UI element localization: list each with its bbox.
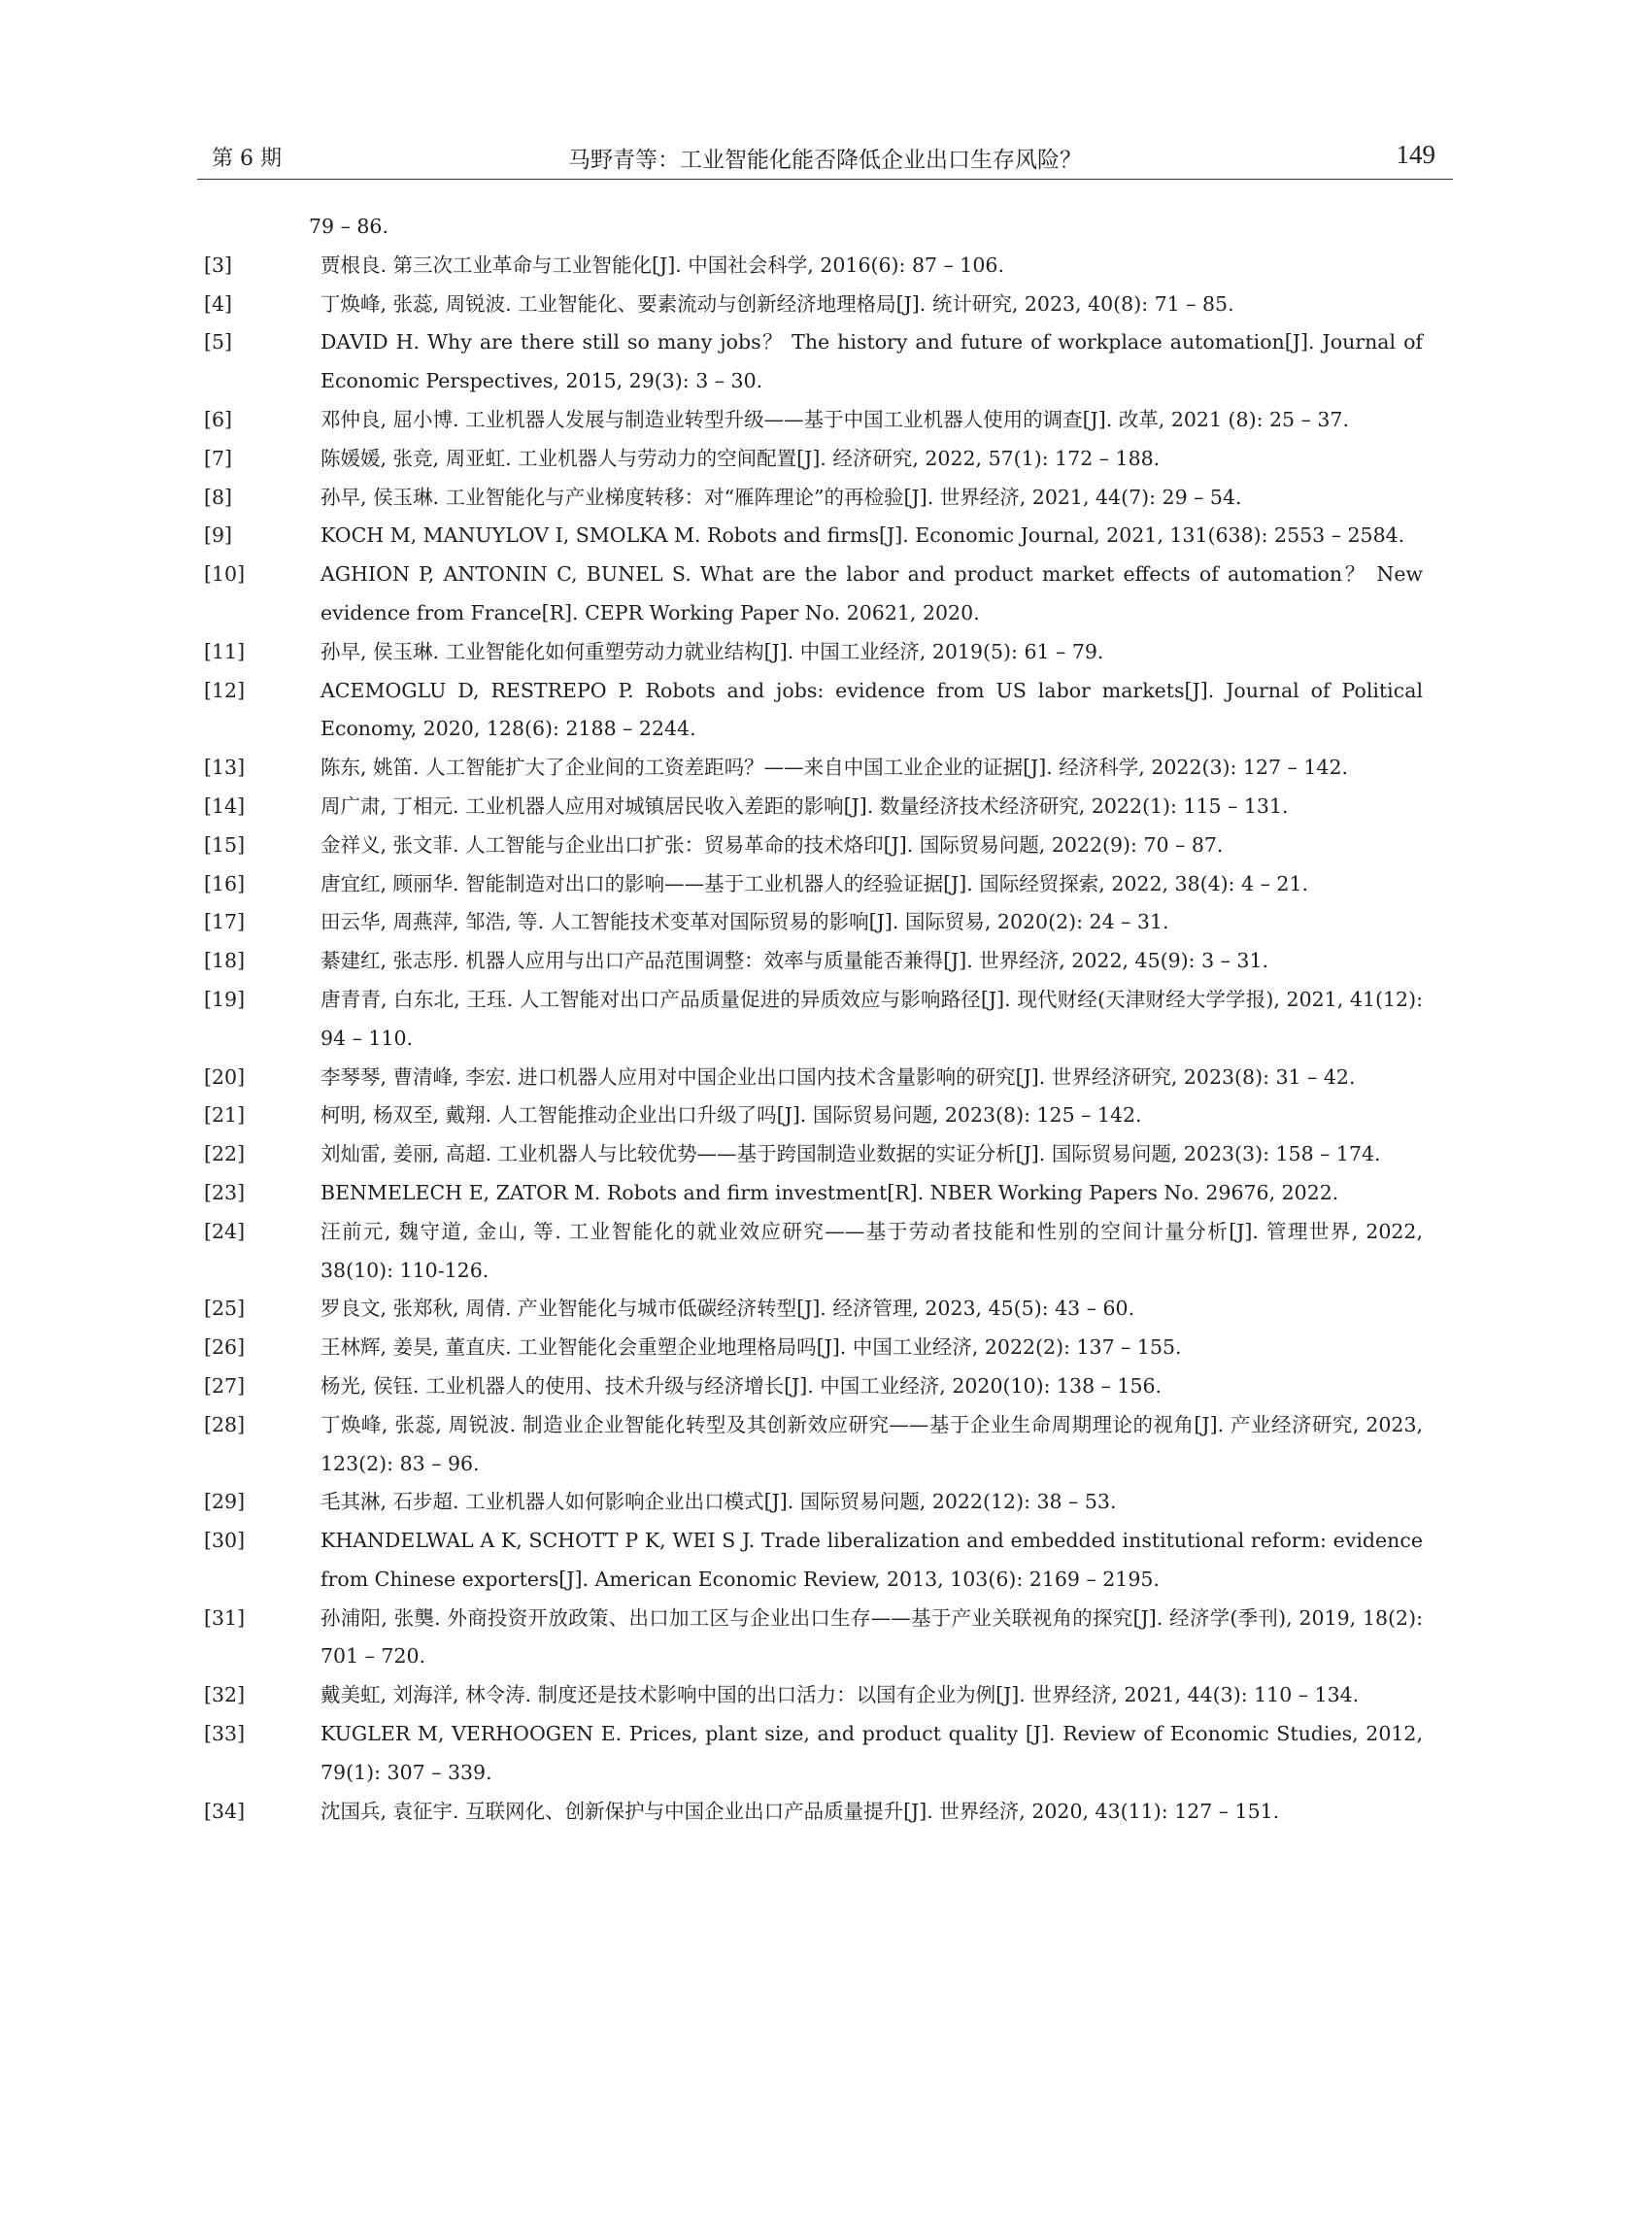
reference-text: ACEMOGLU D, RESTREPO P. Robots and jobs: evidence from US labor markets[J]. Journal of Political Economy, 2020, 128(6): 2188 – 2244. [320,678,1423,741]
reference-text: 王林辉, 姜昊, 董直庆. 工业智能化会重塑企业地理格局吗[J]. 中国工业经济, 2022(2): 137 – 155. [320,1335,1182,1360]
reference-text: 丁焕峰, 张蕊, 周锐波. 制造业企业智能化转型及其创新效应研究——基于企业生命周期理论的视角[J]. 产业经济研究, 2023, 123(2): 83 – 96. [320,1412,1423,1475]
reference-number: [31] [204,1605,246,1630]
reference-text: 孙早, 侯玉琳. 工业智能化与产业梯度转移：对“雁阵理论”的再检验[J]. 世界经济, 2021, 44(7): 29 – 54. [320,485,1242,509]
reference-number: [5] [204,330,233,354]
reference-item [204,1096,1423,1135]
issue-label: 第 6 期 [212,147,282,171]
reference-number: [29] [204,1490,246,1514]
reference-number: [26] [204,1335,246,1360]
reference-text: KOCH M, MANUYLOV I, SMOLKA M. Robots and firms[J]. Economic Journal, 2021, 131(638): 2553 – 2584. [320,523,1405,548]
reference-item [204,1174,1423,1213]
reference-text: 杨光, 侯钰. 工业机器人的使用、技术升级与经济增长[J]. 中国工业经济, 2020(10): 138 – 156. [320,1373,1163,1398]
reference-text: 毛其淋, 石步超. 工业机器人如何影响企业出口模式[J]. 国际贸易问题, 2022(12): 38 – 53. [320,1490,1117,1514]
reference-number: [24] [204,1219,246,1243]
reference-number: [18] [204,949,246,973]
reference-list [204,208,1423,1831]
reference-text: 孙早, 侯玉琳. 工业智能化如何重塑劳动力就业结构[J]. 中国工业经济, 2019(5): 61 – 79. [320,639,1104,663]
reference-number: [32] [204,1683,246,1707]
reference-item [204,903,1423,942]
reference-text: 戴美虹, 刘海洋, 林令涛. 制度还是技术影响中国的出口活力：以国有企业为例[J]. 世界经济, 2021, 44(3): 110 – 134. [320,1683,1360,1707]
reference-item [204,942,1423,981]
header-rule [197,179,1453,180]
reference-item [204,247,1423,286]
reference-item [204,826,1423,865]
reference-item [204,440,1423,479]
running-title: 马野青等：工业智能化能否降低企业出口生存风险？ [568,148,1082,173]
reference-number: [20] [204,1064,246,1089]
reference-text: 罗良文, 张郑秋, 周倩. 产业智能化与城市低碳经济转型[J]. 经济管理, 2023, 45(5): 43 – 60. [320,1297,1135,1321]
reference-item [204,749,1423,788]
reference-item [204,1522,1423,1600]
reference-text: 刘灿雷, 姜丽, 高超. 工业机器人与比较优势——基于跨国制造业数据的实证分析[J]. 国际贸易问题, 2023(3): 158 – 174. [320,1142,1381,1166]
running-header [197,142,1453,175]
reference-number: [23] [204,1180,246,1204]
page-number: 149 [1396,140,1435,169]
reference-text: 汪前元, 魏守道, 金山, 等. 工业智能化的就业效应研究——基于劳动者技能和性别的空间计量分析[J]. 管理世界, 2022, 38(10): 110-126. [320,1219,1423,1282]
reference-text: 田云华, 周燕萍, 邹浩, 等. 人工智能技术变革对国际贸易的影响[J]. 国际贸易, 2020(2): 24 – 31. [320,910,1169,934]
reference-item [204,1406,1423,1484]
reference-number: [7] [204,446,233,470]
reference-number: [9] [204,523,233,548]
reference-text: KUGLER M, VERHOOGEN E. Prices, plant size, and product quality [J]. Review of Economic Studies, 2012, 79(1): 307 – 339. [320,1722,1423,1784]
reference-number: [13] [204,756,246,780]
reference-text: 周广肃, 丁相元. 工业机器人应用对城镇居民收入差距的影响[J]. 数量经济技术经济研究, 2022(1): 115 – 131. [320,793,1289,818]
reference-item [204,1600,1423,1677]
reference-number: [3] [204,253,233,277]
reference-item [204,1676,1423,1715]
reference-number: [33] [204,1722,246,1746]
reference-number: [4] [204,291,233,316]
reference-item [204,1135,1423,1174]
reference-item [204,1290,1423,1329]
reference-item [204,981,1423,1059]
reference-text: DAVID H. Why are there still so many jobs？ The history and future of workplace automation[J]. Journal of Economic Perspectives, 2015, 29(3): 3 – 30. [320,330,1423,393]
reference-item [204,1329,1423,1367]
reference-text: 陈东, 姚笛. 人工智能扩大了企业间的工资差距吗？——来自中国工业企业的证据[J]. 经济科学, 2022(3): 127 – 142. [320,756,1349,780]
reference-text: 柯明, 杨双至, 戴翔. 人工智能推动企业出口升级了吗[J]. 国际贸易问题, 2023(8): 125 – 142. [320,1103,1142,1128]
reference-text: KHANDELWAL A K, SCHOTT P K, WEI S J. Trade liberalization and embedded institutional reform: evidence from Chinese exporters[J]. American Economic Review, 2013, 103(6): 2169 – 2195. [320,1529,1423,1591]
reference-item [204,401,1423,440]
reference-number: [14] [204,793,246,818]
reference-number: [15] [204,832,246,857]
reference-text: 唐青青, 白东北, 王珏. 人工智能对出口产品质量促进的异质效应与影响路径[J]. 现代财经(天津财经大学学报), 2021, 41(12): 94 – 110. [320,987,1423,1050]
reference-item [204,788,1423,826]
reference-number: [27] [204,1373,246,1398]
reference-item [204,633,1423,672]
reference-item [204,1715,1423,1793]
reference-item [204,1213,1423,1291]
reference-continuation: 79 – 86. [309,215,388,238]
reference-text: 李琴琴, 曹清峰, 李宏. 进口机器人应用对中国企业出口国内技术含量影响的研究[J]. 世界经济研究, 2023(8): 31 – 42. [320,1064,1356,1089]
reference-number: [25] [204,1297,246,1321]
reference-number: [17] [204,910,246,934]
reference-number: [21] [204,1103,246,1128]
reference-item [204,479,1423,518]
reference-item [204,556,1423,633]
reference-item [204,1059,1423,1097]
reference-text: 金祥义, 张文菲. 人工智能与企业出口扩张：贸易革命的技术烙印[J]. 国际贸易问题, 2022(9): 70 – 87. [320,832,1224,857]
reference-number: [6] [204,407,233,431]
reference-number: [11] [204,639,246,663]
reference-item [204,323,1423,401]
reference-number: [19] [204,987,246,1011]
reference-item [204,286,1423,324]
reference-item [204,1367,1423,1406]
reference-number: [30] [204,1529,246,1553]
reference-text: BENMELECH E, ZATOR M. Robots and firm investment[R]. NBER Working Papers No. 29676, 2022. [320,1180,1339,1204]
reference-text: 唐宜红, 顾丽华. 智能制造对出口的影响——基于工业机器人的经验证据[J]. 国际经贸探索, 2022, 38(4): 4 – 21. [320,871,1309,895]
reference-number: [16] [204,871,246,895]
reference-item [204,1793,1423,1832]
reference-number: [12] [204,678,246,702]
reference-number: [22] [204,1142,246,1166]
reference-text: 丁焕峰, 张蕊, 周锐波. 工业智能化、要素流动与创新经济地理格局[J]. 统计研究, 2023, 40(8): 71 – 85. [320,291,1234,316]
reference-item [204,865,1423,904]
reference-item [204,1483,1423,1522]
reference-item [204,672,1423,750]
reference-text: 綦建红, 张志彤. 机器人应用与出口产品范围调整：效率与质量能否兼得[J]. 世界经济, 2022, 45(9): 3 – 31. [320,949,1269,973]
reference-text: 陈媛媛, 张竞, 周亚虹. 工业机器人与劳动力的空间配置[J]. 经济研究, 2022, 57(1): 172 – 188. [320,446,1161,470]
reference-number: [34] [204,1799,246,1823]
reference-number: [8] [204,485,233,509]
reference-text: 沈国兵, 袁征宇. 互联网化、创新保护与中国企业出口产品质量提升[J]. 世界经济, 2020, 43(11): 127 – 151. [320,1799,1280,1823]
reference-number: [28] [204,1412,246,1436]
reference-number: [10] [204,562,246,587]
reference-text: AGHION P, ANTONIN C, BUNEL S. What are the labor and product market effects of automation？ New evidence from France[R]. CEPR Working Paper No. 20621, 2020. [320,562,1423,624]
reference-text: 贾根良. 第三次工业革命与工业智能化[J]. 中国社会科学, 2016(6): 87 – 106. [320,253,1004,277]
reference-text: 孙浦阳, 张龑. 外商投资开放政策、出口加工区与企业出口生存——基于产业关联视角的探究[J]. 经济学(季刊), 2019, 18(2): 701 – 720. [320,1605,1423,1669]
reference-item [204,517,1423,556]
reference-text: 邓仲良, 屈小博. 工业机器人发展与制造业转型升级——基于中国工业机器人使用的调查[J]. 改革, 2021 (8): 25 – 37. [320,407,1349,431]
